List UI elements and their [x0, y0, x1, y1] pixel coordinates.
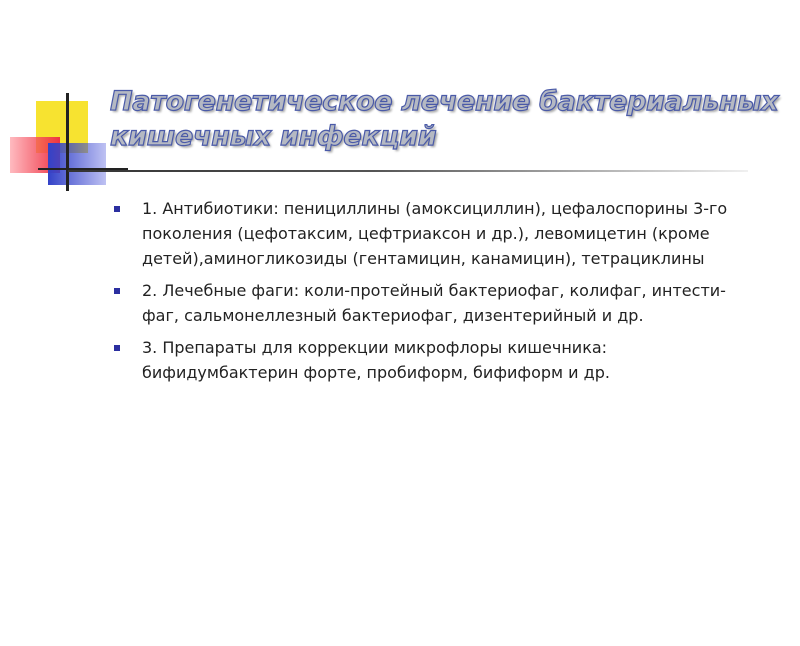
square-bullet-icon: [114, 345, 120, 351]
square-bullet-icon: [114, 206, 120, 212]
bullet-list: [110, 196, 760, 392]
list-item: [110, 196, 760, 271]
vertical-line-shape: [66, 93, 69, 191]
square-bullet-icon: [114, 288, 120, 294]
list-item: [110, 335, 760, 385]
title-underline-divider: [68, 170, 748, 172]
list-item-text: 1. Антибиотики: пенициллины (амоксициллин), цефалоспорины 3-го поколения (цефотаксим, цефтриаксон и др.), левомицетин (кроме детей),аминогликозиды (гентамицин, канамицин), тетрациклины: [142, 199, 728, 268]
slide-title-line-2: кишечных инфекций: [110, 121, 437, 152]
list-item-text: 3. Препараты для коррекции микрофлоры кишечника: бифидумбактерин форте, пробиформ, бифиформ и др.: [142, 338, 610, 382]
blue-square-shape: [48, 143, 106, 185]
slide-title-line-1: Патогенетическое лечение бактериальных: [110, 86, 779, 117]
list-item-text: 2. Лечебные фаги: коли-протейный бактериофаг, колифаг, интести-фаг, сальмонеллезный бактериофаг, дизентерийный и др.: [142, 281, 726, 325]
list-item: [110, 278, 760, 328]
slide-title: [110, 84, 780, 154]
